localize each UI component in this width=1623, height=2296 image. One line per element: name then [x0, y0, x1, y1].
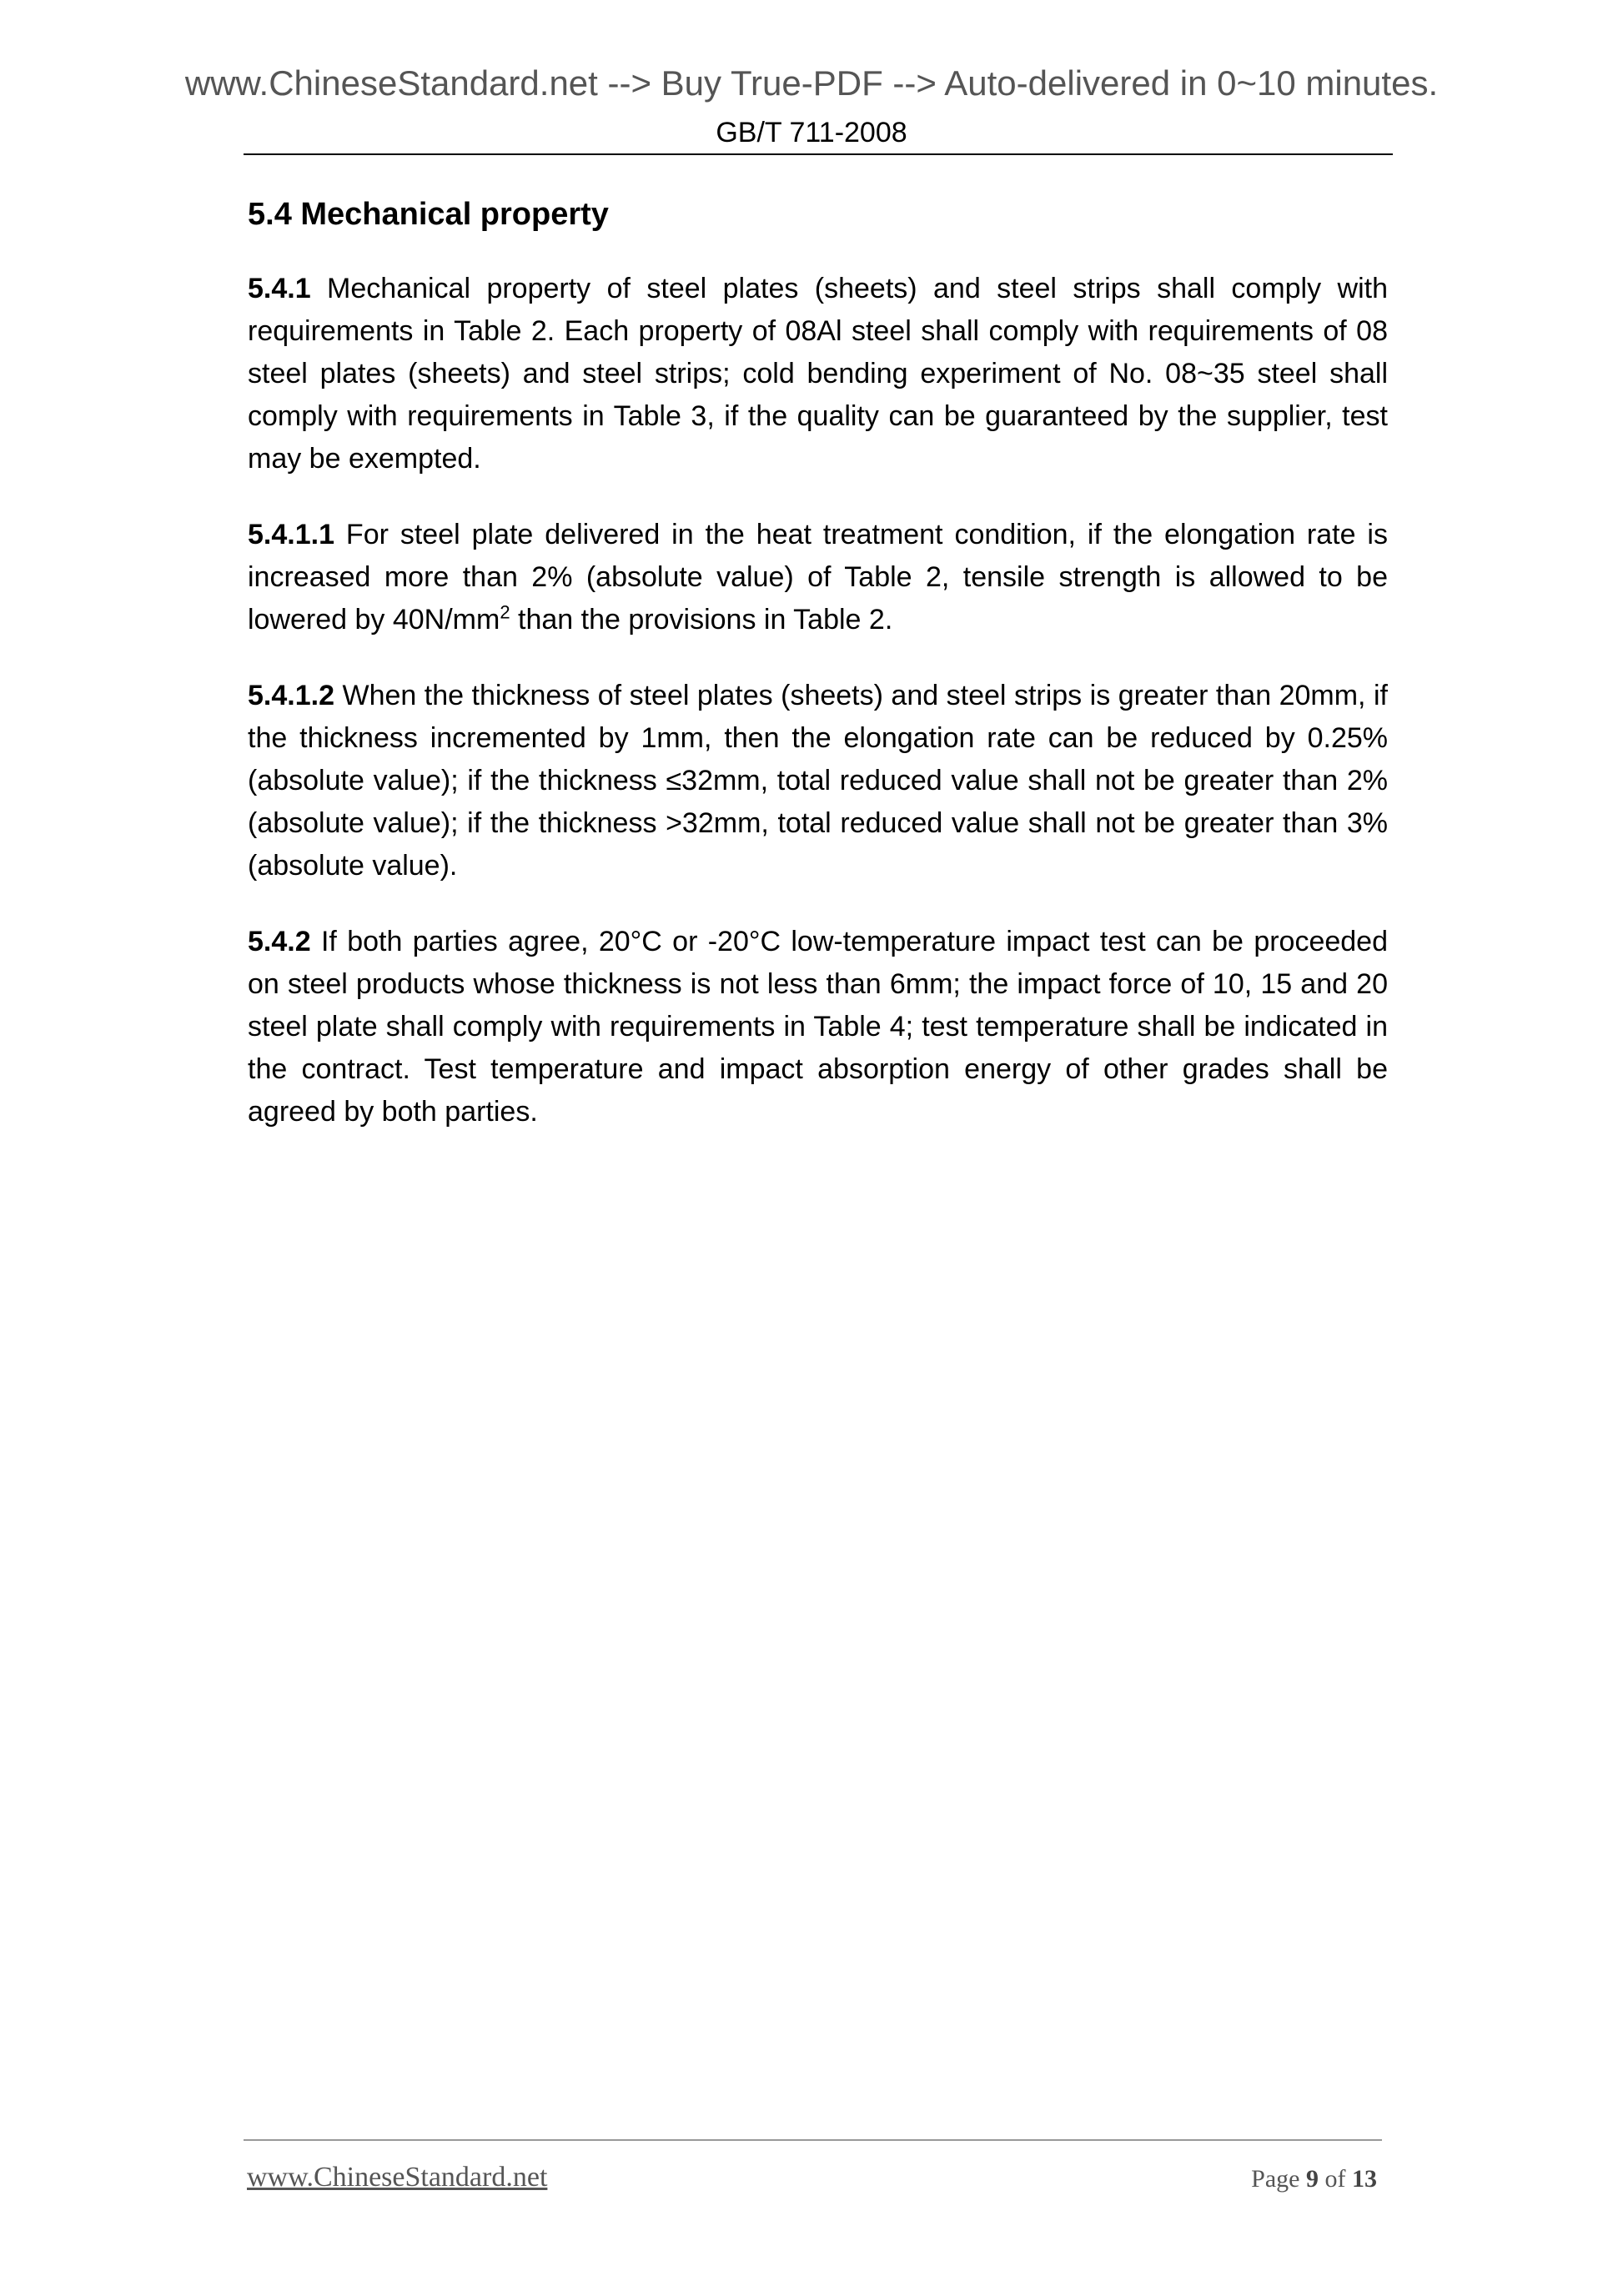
clause-number: 5.4.1.1: [248, 519, 334, 550]
header-divider: [244, 153, 1393, 155]
paragraph-5-4-1-1: [248, 514, 1388, 641]
clause-text: For steel plate delivered in the heat treatment condition, if the elongation rate is increased more than 2% (absolute value) of Table 2, tensile strength is allowed to be lowered by 40N/mm: [248, 519, 1388, 636]
footer-website-link[interactable]: www.ChineseStandard.net: [247, 2162, 548, 2193]
clause-number: 5.4.1: [248, 273, 311, 304]
header-banner: www.ChineseStandard.net --> Buy True-PDF --> Auto-delivered in 0~10 minutes.: [184, 63, 1439, 103]
clause-text: Mechanical property of steel plates (sheets) and steel strips shall comply with requirements in Table 2. Each property of 08Al steel shall comply with requirements of 08 steel plates (sheets) and steel strips; cold bending experiment of No. 08~35 steel shall comply with requirements in Table 3, if the quality can be guaranteed by the supplier, test may be exempted.: [248, 273, 1388, 475]
of-label: of: [1324, 2165, 1346, 2193]
paragraph-5-4-2: [248, 921, 1388, 1133]
page-label: Page: [1251, 2165, 1300, 2193]
footer-divider: [244, 2139, 1382, 2141]
paragraph-5-4-1-2: [248, 675, 1388, 887]
section-content: [248, 197, 1388, 1167]
section-title: 5.4 Mechanical property: [248, 197, 609, 232]
clause-number: 5.4.1.2: [248, 680, 334, 711]
superscript: 2: [500, 601, 510, 623]
clause-text-cont: than the provisions in Table 2.: [510, 604, 893, 636]
standard-number: GB/T 711-2008: [716, 117, 907, 148]
paragraph-5-4-1: [248, 268, 1388, 480]
page-indicator: [1251, 2165, 1377, 2193]
page-total: 13: [1352, 2165, 1377, 2193]
clause-number: 5.4.2: [248, 926, 311, 957]
page-number: 9: [1306, 2165, 1319, 2193]
clause-text: If both parties agree, 20°C or -20°C low-temperature impact test can be proceeded on steel products whose thickness is not less than 6mm; the impact force of 10, 15 and 20 steel plate shall comply with requirements in Table 4; test temperature shall be indicated in the contract. Test temperature and impact absorption energy of other grades shall be agreed by both parties.: [248, 926, 1388, 1128]
clause-text: When the thickness of steel plates (sheets) and steel strips is greater than 20mm, if the thickness incremented by 1mm, then the elongation rate can be reduced by 0.25% (absolute value); if the thickness ≤32mm, total reduced value shall not be greater than 2% (absolute value); if the thickness >32mm, total reduced value shall not be greater than 3% (absolute value).: [248, 680, 1388, 882]
